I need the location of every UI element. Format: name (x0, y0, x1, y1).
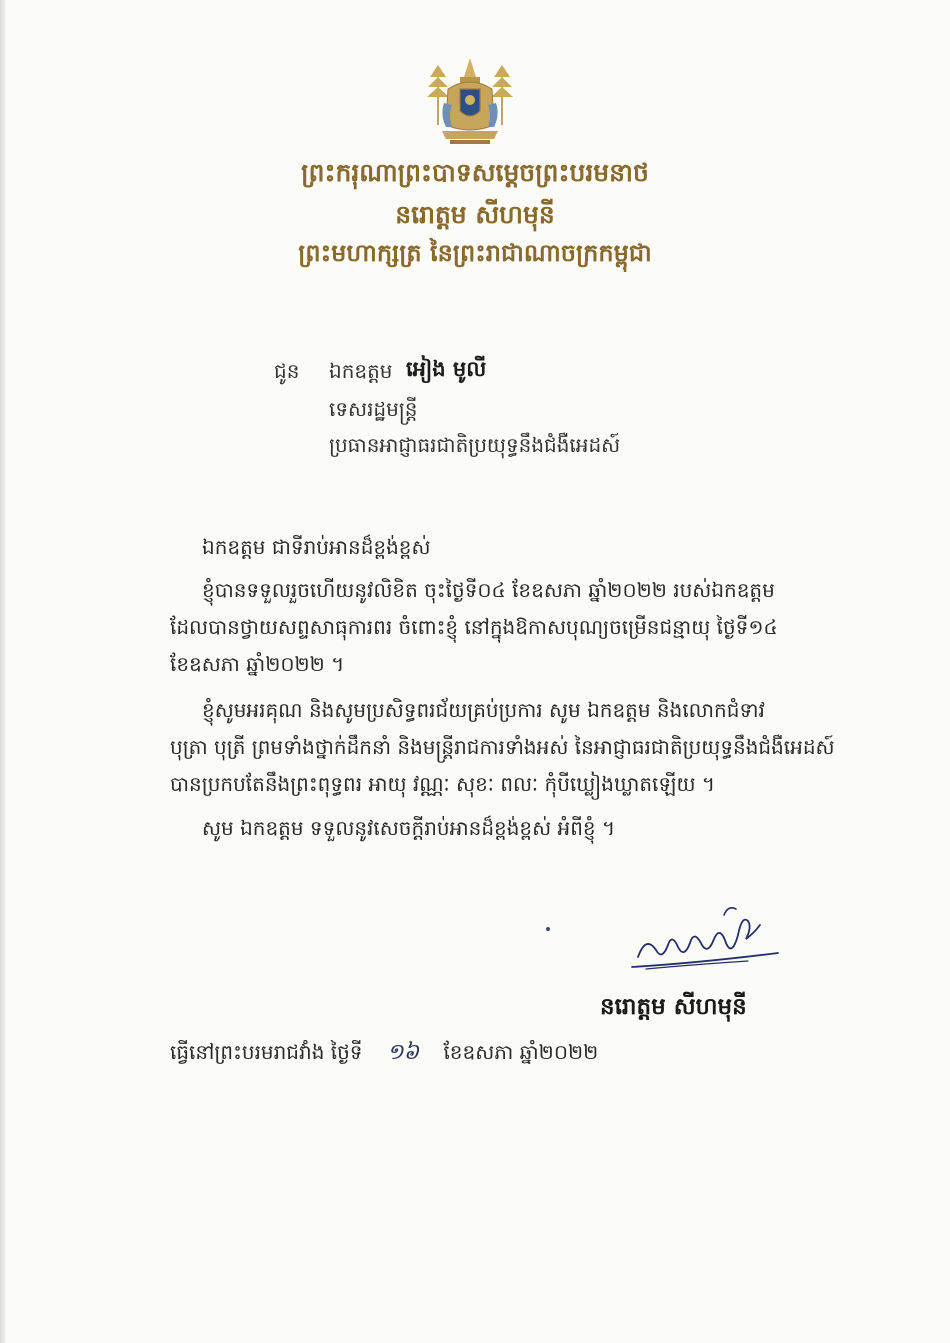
recipient-name: អៀង មូលី (406, 357, 487, 381)
closing-line: សូម ឯកឧត្តម ទទួលនូវសេចក្ដីរាប់អានដ៏ខ្ពង់ខ្ពស់ អំពីខ្ញុំ ។ (202, 816, 616, 840)
handwritten-signature-icon (628, 895, 788, 980)
signer-name: នរោត្តម សីហមុនី (600, 994, 747, 1020)
recipient-title: ឯកឧត្តម (329, 359, 393, 383)
body-paragraph-1-line-3: ខែឧសភា ឆ្នាំ២០២២ ។ (170, 652, 345, 676)
recipient-role-minister: ទេសរដ្ឋមន្ត្រី (329, 397, 418, 421)
date-month-year: ខែឧសភា ឆ្នាំ២០២២ (443, 1040, 599, 1064)
body-paragraph-1-line-1: ខ្ញុំបានទទួលរួចហើយនូវលិខិត ចុះថ្ងៃទី០៤ ខែឧសភា ឆ្នាំ២០២២ របស់ឯកឧត្តម (202, 578, 775, 602)
recipient-role-president: ប្រធានអាជ្ញាធរជាតិប្រយុទ្ធនឹងជំងឺអេដស៍ (329, 433, 621, 457)
ink-dot (546, 927, 550, 931)
header-royal-title: ព្រះករុណាព្រះបាទសម្ដេចព្រះបរមនាថ (301, 158, 649, 187)
recipient-to-label: ជូន (274, 359, 300, 383)
date-line (170, 1038, 598, 1070)
body-paragraph-2-line-2: បុត្រា បុត្រី ព្រមទាំងថ្នាក់ដឹកនាំ និងមន្ត្រីរាជការទាំងអស់ នៃអាជ្ញាធរជាតិប្រយុទ្ធនឹងជំងឺអេដស៍ (170, 735, 835, 759)
date-place-prefix: ធ្វើនៅព្រះបរមរាជវាំង ថ្ងៃទី (170, 1040, 363, 1064)
header-kingdom-title: ព្រះមហាក្សត្រ នៃព្រះរាជាណាចក្រកម្ពុជា (298, 238, 652, 267)
salutation: ឯកឧត្តម ជាទីរាប់អានដ៏ខ្ពង់ខ្ពស់ (202, 535, 431, 559)
royal-coat-of-arms-icon (420, 55, 520, 150)
body-paragraph-2-line-3: បានប្រកបតែនឹងព្រះពុទ្ធពរ អាយុ វណ្ណៈ សុខៈ ពលៈ កុំបីឃ្លៀងឃ្លាតឡើយ ។ (170, 772, 716, 796)
header-king-name: នរោត្តម សីហមុនី (395, 200, 555, 229)
body-paragraph-1-line-2: ដែលបានថ្វាយសព្ទសាធុការពរ ចំពោះខ្ញុំ នៅក្នុងឱកាសបុណ្យចម្រើនជន្មាយុ ថ្ងៃទី១៤ (170, 615, 778, 639)
body-paragraph-2-line-1: ខ្ញុំសូមអរគុណ និងសូមប្រសិទ្ធពរជ័យគ្រប់ប្រការ សូម ឯកឧត្តម និងលោកជំទាវ (202, 698, 765, 722)
date-day-handwritten: ១៦ (386, 1040, 420, 1065)
